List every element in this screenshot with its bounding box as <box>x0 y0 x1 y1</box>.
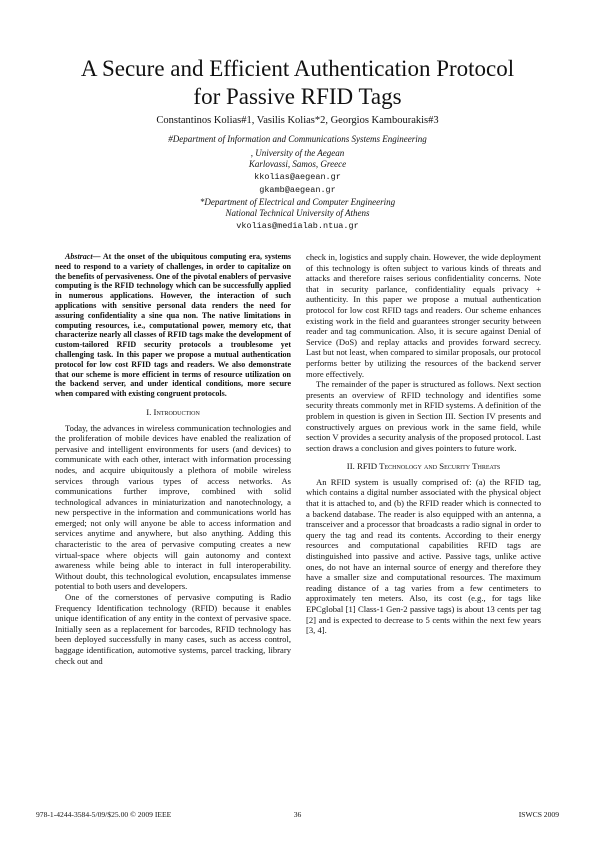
right-paragraph-1: check in, logistics and supply chain. However, the wide deployment of this technology is often subject to various kinds of threats and attacks and therefore raises serious confidentiality concerns. Note that in security parlance, confidentiality equals privacy + authenticity. In this paper we propose a mutual authentication protocol for low cost RFID tags and readers. Our scheme enhances existing work in the field and guarantees stronger security between reader and tag communication. Also, it is secure against Denial of Service (DoS) and replay attacks and provides forward secrecy. Last but not least, when compared to similar proposals, our protocol performs better by utilizing the resources of the backend server more effectively. <box>306 252 541 379</box>
section-2-heading: II. RFID Technology and Security Threats <box>346 461 501 472</box>
section-2-paragraph-1: An RFID system is usually comprised of: (a) the RFID tag, which contains a digital number associated with the physical object that it is attached to, and (b) the RFID reader which is connected to a backend database. The reader is also equipped with an antenna, a transceiver and a processor that broadcasts a radio signal in order to query the tag and read its contents. According to their energy resources and computational capabilities RFID tags are distinguished into passive and active. Passive tags, unlike active ones, do not have an internal source of energy and therefore they have a smaller size and computational resources. The maximum reading distance of a tag varies from a few centimeters to approximately ten meters. Also, its cost (e.g., for tags like EPCglobal [1] Class-1 Gen-2 passive tags) is about 13 cents per tag [2] and is expected to decrease to 5 cents within the next few years [3, 4]. <box>306 476 541 636</box>
affiliation-2 <box>0 197 595 232</box>
abstract <box>55 252 291 399</box>
section-1-paragraph-2: One of the cornerstones of pervasive computing is Radio Frequency Identification technology (RFID) because it enables unique identification of any entity in the context of pervasive space. Initially seen as a replacement for barcodes, RFID technology has been deployed successfully in many cases, such as access control, baggage identification, automotive systems, parcel tracking, library check out and <box>55 592 291 666</box>
email-1: kkolias@aegean.gr <box>254 172 341 182</box>
left-column <box>55 252 291 666</box>
email-3: gkamb@aegean.gr <box>259 185 336 195</box>
affiliation-1-location: Karlovassi, Samos, Greece <box>248 159 347 169</box>
title-line-2: for Passive RFID Tags <box>193 84 402 109</box>
section-1-paragraph-1: Today, the advances in wireless communication technologies and the proliferation of mobile devices have enabled the realization of pervasive and intelligent environments for users (and devices) to communicate with each other, interact with information processing nodes, and acquire ubiquitously a plethora of mobile wireless services through various types of access networks. As communications further improve, combined with solid technological advances in miniaturization and nanotechnology, a new perspective in the information and communications world has emerged; not only will anyone be able to access information and services anytime and anywhere, but also anything. Adding this characteristic to the area of pervasive computing creates a new virtual-space where objects will gain autonomy and context awareness while being able to interact in full interoperability. Without doubt, this technological evolution, encapsulates immense potential to both users and developers. <box>55 422 291 592</box>
author-list: Constantinos Kolias#1, Vasilis Kolias*2, Georgios Kambourakis#3 <box>156 115 439 126</box>
affiliation-1 <box>0 134 595 196</box>
section-1-heading: I. Introduction <box>146 406 200 417</box>
affiliation-1-dept: #Department of Information and Communications Systems Engineering <box>168 134 427 144</box>
footer-conference: ISWCS 2009 <box>518 810 559 819</box>
right-paragraph-2: The remainder of the paper is structured as follows. Next section presents an overview of RFID technology and identifies some security threats commonly met in RFID systems. A definition of the problem in question is given in Section III. Section IV presents and constructively argues on previous work in the same field, while section V provides a security analysis of the proposed protocol. Last section draws a conclusion and gives pointers to future work. <box>306 379 541 453</box>
title-line-1: A Secure and Efficient Authentication Protocol <box>80 56 515 81</box>
affiliation-1-university: , University of the Aegean <box>250 148 345 158</box>
email-2: vkolias@medialab.ntua.gr <box>236 221 359 231</box>
page-number: 36 <box>293 810 302 819</box>
affiliation-2-dept: *Department of Electrical and Computer Engineering <box>199 197 396 207</box>
affiliation-2-university: National Technical University of Athens <box>225 208 370 218</box>
right-column <box>306 252 541 636</box>
abstract-body: At the onset of the ubiquitous computing era, systems need to respond to a variety of challenges, in order to capitalize on the benefits of pervasiveness. One of the pivotal enablers of pervasive computing is the RFID technology which can be successfully applied in numerous applications. However, the interaction of such applications with sensitive personal data renders the need for assuring confidentiality a sine qua non. The native limitations in computing resources, i.e., computational power, memory etc, that characterize nearly all classes of RFID tags make the development of custom-tailored RFID security protocols a troublesome yet challenging task. In this paper we propose a mutual authentication protocol for low cost RFID tags and readers. We also demonstrate that our scheme is more efficient in terms of resource utilization on the backend server, and under identical conditions, more secure when compared with existing congruent protocols. <box>55 252 291 399</box>
abstract-lead: Abstract— <box>65 252 101 261</box>
paper-title <box>0 55 595 111</box>
footer-isbn: 978-1-4244-3584-5/09/$25.00 © 2009 IEEE <box>36 810 172 819</box>
